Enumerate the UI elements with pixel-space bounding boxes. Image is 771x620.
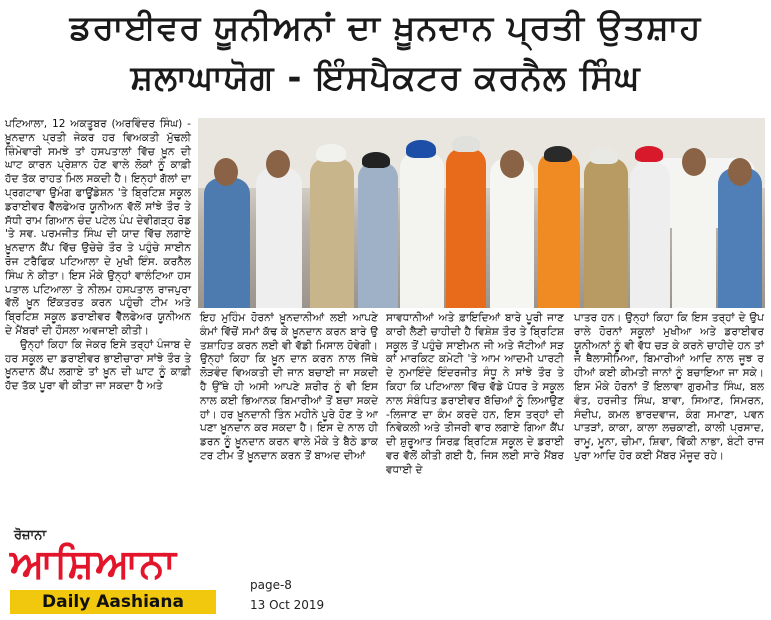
- group-photo: [198, 118, 765, 308]
- logo-english-text: Daily Aashiana: [10, 590, 216, 614]
- publish-date: 13 Oct 2019: [250, 598, 325, 612]
- newspaper-logo: [10, 528, 216, 616]
- page-number: page-8: [250, 578, 292, 592]
- logo-top-text: ਰੋਜ਼ਾਨਾ: [14, 528, 47, 543]
- headline-line-1: ਡਰਾਈਵਰ ਯੂਨੀਅਨਾਂ ਦਾ ਖ਼ੂਨਦਾਨ ਪ੍ਰਤੀ ਉਤਸ਼ਾਹ: [69, 8, 702, 48]
- headline-line-2: ਸ਼ਲਾਘਾਯੋਗ - ਇੰਸਪੈਕਟਰ ਕਰਨੈਲ ਸਿੰਘ: [130, 58, 641, 98]
- logo-main-text: ਆਸ਼ਿਆਨਾ: [10, 541, 177, 587]
- article-column-3: ਸਾਵਧਾਨੀਆਂ ਅਤੇ ਫ਼ਾਇਦਿਆਂ ਬਾਰੇ ਪੂਰੀ ਜਾਣਕਾਰੀ ਲੈਣੀ ਚਾਹੀਦੀ ਹੈ ਵਿਸ਼ੇਸ਼ ਤੌਰ ਤੇ ਬ੍ਰਿਟਿਸ਼ ਸਕੂਲ ਤੋਂ ਪਹੁੰਚੇ ਸਾਈਮਨ ਜੀ ਅਤੇ ਜੱਟੀਆਂ ਸੜਕਾਂ ਮਾਰਕਿਟ ਕਮੇਟੀ 'ਤੇ ਆਮ ਆਦਮੀ ਪਾਰਟੀ ਦੇ ਨੁਮਾਇੰਦੇ ਇੰਦਰਜੀਤ ਸੰਧੂ ਨੇ ਸਾਂਝੇ ਤੌਰ ਤੇ ਕਿਹਾ ਕਿ ਪਟਿਆਲਾ ਵਿੱਚ ਵੱਡੇ ਪੱਧਰ ਤੇ ਸਕੂਲ ਨਾਲ ਸੰਬੰਧਿਤ ਡਰਾਈਵਰ ਬੱਚਿਆਂ ਨੂੰ ਲਿਆਉਣ-ਲਿਜਾਣ ਦਾ ਕੰਮ ਕਰਦੇ ਹਨ, ਇਸ ਤਰ੍ਹਾਂ ਦੀ ਨਿਵੇਕਲੀ ਅਤੇ ਤੀਜਰੀ ਵਾਰ ਲਗਾਏ ਗਿਆ ਕੈਂਪ ਦੀ ਸ਼ੁਰੂਆਤ ਸਿਰਫ਼ ਬ੍ਰਿਟਿਸ਼ ਸਕੂਲ ਦੇ ਡਰਾਈਵਰ ਵੱਲੋਂ ਕੀਤੀ ਗਈ ਹੈ, ਜਿਸ ਲਈ ਸਾਰੇ ਮੈਂਬਰ ਵਧਾਈ ਦੇ: [386, 312, 568, 476]
- article-column-2: ਇਹ ਮੁਹਿੰਮ ਹੋਰਨਾਂ ਖ਼ੂਨਦਾਨੀਆਂ ਲਈ ਆਪਣੇ ਕੰਮਾਂ ਵਿੱਚੋਂ ਸਮਾਂ ਕੱਢ ਕੇ ਖ਼ੂਨਦਾਨ ਕਰਨ ਬਾਰੇ ਉਤਸ਼ਾਹਿਤ ਕਰਨ ਲਈ ਵੀ ਵੱਡੀ ਮਿਸਾਲ ਹੋਵੇਗੀ। ਉਨ੍ਹਾਂ ਕਿਹਾ ਕਿ ਖ਼ੂਨ ਦਾਨ ਕਰਨ ਨਾਲ ਜਿੱਥੇ ਲੋੜਵੰਦ ਵਿਅਕਤੀ ਦੀ ਜਾਨ ਬਚਾਈ ਜਾ ਸਕਦੀ ਹੈ ਉੱਥੇ ਹੀ ਅਸੀ ਆਪਣੇ ਸ਼ਰੀਰ ਨੂੰ ਵੀ ਇਸ ਨਾਲ ਕਈ ਭਿਆਨਕ ਬਿਮਾਰੀਆਂ ਤੋਂ ਬਚਾ ਸਕਦੇ ਹਾਂ। ਹਰ ਖ਼ੂਨਦਾਨੀ ਤਿੰਨ ਮਹੀਨੇ ਪੂਰੇ ਹੋਣ ਤੇ ਆਪਣਾ ਖ਼ੂਨਦਾਨ ਕਰ ਸਕਦਾ ਹੈ। ਇਸ ਦੇ ਨਾਲ ਹੀ ਡਰਨ ਨੂੰ ਖ਼ੂਨਦਾਨ ਕਰਨ ਵਾਲੇ ਮੌਕੇ ਤੇ ਬੈਠੇ ਡਾਕਟਰ ਟੀਮ ਤੋਂ ਖ਼ੂਨਦਾਨ ਕਰਨ ਤੋਂ ਬਾਅਦ ਦੀਆਂ: [200, 312, 382, 462]
- article-column-4: ਪਾਤਰ ਹਨ। ਉਨ੍ਹਾਂ ਕਿਹਾ ਕਿ ਇਸ ਤਰ੍ਹਾਂ ਦੇ ਉਪਰਾਲੇ ਹੋਰਨਾਂ ਸਕੂਲਾਂ ਮੁਖੀਆ ਅਤੇ ਡਰਾਈਵਰ ਯੂਨੀਅਨਾਂ ਨੂੰ ਵੀ ਵੱਧ ਚੜ ਕੇ ਕਰਨੇ ਚਾਹੀਦੇ ਹਨ ਤਾਂ ਜੋ ਥੈਲਾਸੀਮਿਆ, ਬਿਮਾਰੀਆਂ ਆਦਿ ਨਾਲ ਜੂਝ ਰਹੀਆਂ ਕਈ ਕੀਮਤੀ ਜਾਨਾਂ ਨੂੰ ਬਚਾਇਆ ਜਾ ਸਕੇ। ਇਸ ਮੌਕੇ ਹੋਰਨਾਂ ਤੋਂ ਇਲਾਵਾ ਗੁਰਮੀਤ ਸਿੰਘ, ਬਲਵੰਤ, ਹਰਜੀਤ ਸਿੰਘ, ਬਾਵਾ, ਸਿਆਣ, ਸਿਮਰਨ, ਸੰਦੀਪ, ਕਮਲ ਭਾਰਦਵਾਜ, ਕੰਗ ਸਮਾਣਾ, ਪਵਨ ਪਾਤੜਾਂ, ਕਾਕਾ, ਕਾਲਾ ਲਚਕਾਣੀ, ਕਾਲੀ ਪ੍ਰਸਾਦ, ਰਾਮੂ, ਮੂਨਾ, ਚੀਮਾ, ਸ਼ਿਵਾ, ਵਿੱਕੀ ਨਾਭਾ, ਬੰਟੀ ਰਾਜਪੁਰਾ ਆਦਿ ਹੋਰ ਕਈ ਮੈਂਬਰ ਮੌਜੂਦ ਰਹੇ।: [574, 312, 768, 462]
- article-column-1: ਪਟਿਆਲਾ, 12 ਅਕਤੂਬਰ (ਅਰਵਿੰਦਰ ਸਿੰਘ) - ਖ਼ੂਨਦਾਨ ਪ੍ਰਤੀ ਜੇਕਰ ਹਰ ਵਿਅਕਤੀ ਮੁੱਢਲੀ ਜ਼ਿੰਮੇਵਾਰੀ ਸਮਝੇ ਤਾਂ ਹਸਪਤਾਲਾਂ ਵਿੱਚ ਖ਼ੂਨ ਦੀ ਘਾਟ ਕਾਰਨ ਪ੍ਰੇਸ਼ਾਨ ਹੋਣ ਵਾਲੇ ਲੋਕਾਂ ਨੂੰ ਕਾਫ਼ੀ ਹੱਦ ਤੱਕ ਰਾਹਤ ਮਿਲ ਸਕਦੀ ਹੈ। ਇਨ੍ਹਾਂ ਗੱਲਾਂ ਦਾ ਪ੍ਰਗਟਾਵਾ ਉਮੰਗ ਫਾਊਂਡੇਸ਼ਨ 'ਤੇ ਬ੍ਰਿਟਿਸ਼ ਸਕੂਲ ਡਰਾਈਵਰ ਵੈੱਲਫੇਅਰ ਯੂਨੀਅਨ ਵੱਲੋਂ ਸਾਂਝੇ ਤੌਰ ਤੇ ਸੱਧੀ ਰਾਮ ਗਿਆਨ ਚੰਦ ਪਟੇਲ ਪੰਪ ਦੇਵੀਗੜ੍ਹ ਰੋਡ 'ਤੇ ਸਵ. ਪਰਮਜੀਤ ਸਿੰਘ ਦੀ ਯਾਦ ਵਿੱਚ ਲਗਾਏ ਖ਼ੂਨਦਾਨ ਕੈਂਪ ਵਿੱਚ ਉਚੇਚੇ ਤੌਰ ਤੇ ਪਹੁੰਚੇ ਸਾਈਨ ਰੋਜ ਟਰੈਫਿਕ ਪਟਿਆਲਾ ਦੇ ਮੁਖੀ ਇੰਸ. ਕਰਨੈਲ ਸਿੰਘ ਨੇ ਕੀਤਾ। ਇਸ ਮੌਕੇ ਉਨ੍ਹਾਂ ਵਾਲੰਟਿਆ ਹਸਪਤਾਲ ਪਟਿਆਲਾ ਤੇ ਨੀਲਮ ਹਸਪਤਾਲ ਰਾਜਪੁਰਾ ਵੱਲੋਂ ਖ਼ੂਨ ਇੱਕਤਰਤ ਕਰਨ ਪਹੁੰਚੀ ਟੀਮ ਅਤੇ ਬ੍ਰਿਟਿਸ਼ ਸਕੂਲ ਡਰਾਈਵਰ ਵੈੱਲਫੇਅਰ ਯੂਨੀਅਨ ਦੇ ਮੈਂਬਰਾਂ ਦੀ ਹੌਸਲਾ ਅਵਜਾਈ ਕੀਤੀ। ਉਨ੍ਹਾਂ ਕਿਹਾ ਕਿ ਜੇਕਰ ਇਸੇ ਤਰ੍ਹਾਂ ਪੰਜਾਬ ਦੇ ਹਰ ਸਕੂਲ ਦਾ ਡਰਾਈਵਰ ਭਾਈਚਾਰਾ ਸਾਂਝੇ ਤੌਰ ਤੇ ਖ਼ੂਨਦਾਨ ਕੈਂਪ ਲਗਾਏ ਤਾਂ ਖ਼ੂਨ ਦੀ ਘਾਟ ਨੂੰ ਕਾਫ਼ੀ ਹੱਦ ਤੱਕ ਪੂਰਾ ਵੀ ਕੀਤਾ ਜਾ ਸਕਦਾ ਹੈ ਅਤੇ: [5, 118, 191, 393]
